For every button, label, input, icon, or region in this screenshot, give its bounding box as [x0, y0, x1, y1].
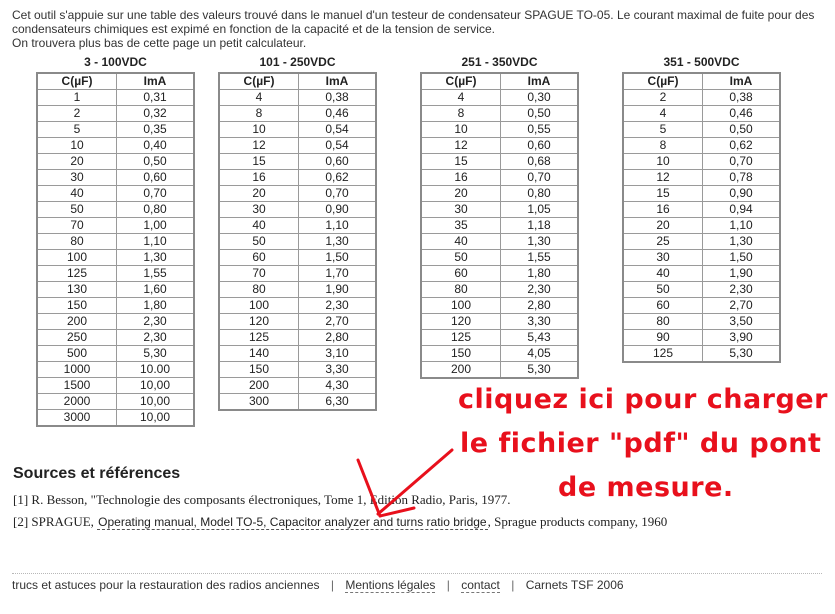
capacity-cell: 15	[219, 154, 299, 170]
table-row	[421, 106, 578, 122]
table-row	[37, 138, 194, 154]
current-cell: 1,05	[501, 202, 579, 218]
values-table	[420, 72, 579, 379]
table-row	[421, 202, 578, 218]
current-cell: 0,70	[703, 154, 781, 170]
capacity-cell: 30	[219, 202, 299, 218]
capacity-cell: 500	[37, 346, 117, 362]
reference-1: [1] R. Besson, "Technologie des composants électroniques, Tome 1, Edition Radio, Paris, 1977.	[13, 492, 511, 507]
table-title: 351 - 500VDC	[663, 55, 740, 69]
table-row	[37, 90, 194, 106]
column-header-capacity: C(µF)	[623, 73, 703, 90]
current-cell: 2,80	[501, 298, 579, 314]
table-row	[219, 154, 376, 170]
pdf-manual-link[interactable]: Operating manual, Model TO-5, Capacitor analyzer and turns ratio bridge	[98, 515, 487, 529]
capacity-cell: 20	[421, 186, 501, 202]
capacity-cell: 12	[219, 138, 299, 154]
table-row	[219, 170, 376, 186]
current-cell: 1,90	[299, 282, 377, 298]
capacity-cell: 10	[219, 122, 299, 138]
table-row	[37, 186, 194, 202]
capacity-cell: 1	[37, 90, 117, 106]
capacity-cell: 70	[219, 266, 299, 282]
current-cell: 1,10	[117, 234, 195, 250]
capacity-cell: 200	[37, 314, 117, 330]
table-row	[623, 266, 780, 282]
current-cell: 3,30	[299, 362, 377, 378]
capacity-cell: 125	[421, 330, 501, 346]
current-cell: 5,30	[703, 346, 781, 363]
capacity-cell: 16	[219, 170, 299, 186]
table-row	[421, 234, 578, 250]
footer-separator: |	[446, 578, 450, 592]
current-cell: 0,68	[501, 154, 579, 170]
current-cell: 0,40	[117, 138, 195, 154]
current-cell: 0,60	[117, 170, 195, 186]
current-cell: 1,60	[117, 282, 195, 298]
column-header-capacity: C(µF)	[421, 73, 501, 90]
capacity-cell: 2	[37, 106, 117, 122]
footer-separator: |	[330, 578, 334, 592]
current-cell: 2,80	[299, 330, 377, 346]
table-row	[421, 346, 578, 362]
current-cell: 1,55	[117, 266, 195, 282]
footer-copyright: Carnets TSF 2006	[525, 578, 624, 592]
current-cell: 3,50	[703, 314, 781, 330]
capacity-cell: 5	[623, 122, 703, 138]
capacity-cell: 30	[37, 170, 117, 186]
table-row	[421, 186, 578, 202]
table-row	[37, 250, 194, 266]
table-row	[421, 90, 578, 106]
current-cell: 1,10	[703, 218, 781, 234]
table-row	[37, 394, 194, 410]
current-cell: 1,55	[501, 250, 579, 266]
table-row	[219, 122, 376, 138]
current-cell: 0,78	[703, 170, 781, 186]
current-cell: 0,30	[501, 90, 579, 106]
capacity-cell: 1500	[37, 378, 117, 394]
current-cell: 1,80	[117, 298, 195, 314]
table-row	[219, 202, 376, 218]
sources-heading: Sources et références	[13, 465, 181, 482]
red-arrow-icon	[340, 440, 460, 530]
current-cell: 0,55	[501, 122, 579, 138]
capacity-cell: 3000	[37, 410, 117, 427]
capacity-cell: 150	[219, 362, 299, 378]
table-row	[421, 362, 578, 379]
table-row	[623, 218, 780, 234]
capacity-cell: 1000	[37, 362, 117, 378]
table-row	[623, 106, 780, 122]
table-row	[421, 250, 578, 266]
capacity-cell: 80	[623, 314, 703, 330]
table-row	[37, 170, 194, 186]
capacity-cell: 40	[219, 218, 299, 234]
table-row	[623, 154, 780, 170]
current-cell: 4,30	[299, 378, 377, 394]
table-row	[623, 314, 780, 330]
footer-divider	[12, 573, 822, 574]
capacity-cell: 15	[421, 154, 501, 170]
table-row	[219, 250, 376, 266]
current-cell: 1,30	[501, 234, 579, 250]
capacity-cell: 120	[219, 314, 299, 330]
capacity-cell: 200	[421, 362, 501, 379]
table-row	[623, 298, 780, 314]
table-row	[623, 346, 780, 363]
current-cell: 0,62	[703, 138, 781, 154]
capacity-cell: 20	[37, 154, 117, 170]
intro-calculator-note: On trouvera plus bas de cette page un petit calculateur.	[12, 36, 307, 50]
current-cell: 0,50	[501, 106, 579, 122]
current-cell: 0,31	[117, 90, 195, 106]
table-row	[623, 90, 780, 106]
capacity-cell: 4	[623, 106, 703, 122]
current-cell: 3,30	[501, 314, 579, 330]
capacity-cell: 80	[219, 282, 299, 298]
capacity-cell: 4	[421, 90, 501, 106]
capacity-cell: 300	[219, 394, 299, 411]
current-cell: 2,70	[299, 314, 377, 330]
current-cell: 0,46	[299, 106, 377, 122]
capacity-cell: 125	[37, 266, 117, 282]
current-cell: 1,80	[501, 266, 579, 282]
current-cell: 4,05	[501, 346, 579, 362]
column-header-capacity: C(µF)	[219, 73, 299, 90]
table-row	[37, 154, 194, 170]
table-row	[37, 346, 194, 362]
capacity-cell: 5	[37, 122, 117, 138]
current-cell: 2,30	[117, 314, 195, 330]
current-cell: 0,50	[703, 122, 781, 138]
table-row	[421, 170, 578, 186]
table-row	[37, 106, 194, 122]
current-cell: 0,60	[501, 138, 579, 154]
current-cell: 10,00	[117, 378, 195, 394]
table-row	[219, 394, 376, 411]
capacity-cell: 50	[421, 250, 501, 266]
footer-site-name: trucs et astuces pour la restauration des radios anciennes	[12, 578, 320, 592]
capacity-cell: 4	[219, 90, 299, 106]
current-cell: 0,70	[299, 186, 377, 202]
table-row	[219, 218, 376, 234]
reference-2-suffix: , Sprague products company, 1960	[487, 514, 668, 529]
table-row	[421, 218, 578, 234]
table-row	[623, 234, 780, 250]
current-cell: 0,70	[501, 170, 579, 186]
capacity-cell: 40	[623, 266, 703, 282]
capacity-cell: 40	[37, 186, 117, 202]
capacity-cell: 12	[623, 170, 703, 186]
current-cell: 0,54	[299, 138, 377, 154]
capacity-cell: 10	[421, 122, 501, 138]
capacity-cell: 8	[623, 138, 703, 154]
table-row	[37, 202, 194, 218]
capacity-cell: 25	[623, 234, 703, 250]
current-cell: 1,90	[703, 266, 781, 282]
current-cell: 0,46	[703, 106, 781, 122]
reference-2-prefix: [2] SPRAGUE,	[13, 514, 94, 529]
table-row	[421, 330, 578, 346]
capacity-cell: 12	[421, 138, 501, 154]
current-cell: 0,80	[117, 202, 195, 218]
current-cell: 0,90	[703, 186, 781, 202]
capacity-cell: 100	[37, 250, 117, 266]
table-row	[219, 90, 376, 106]
annotation-line-2: le fichier "pdf" du pont	[460, 428, 822, 459]
table-row	[37, 314, 194, 330]
table-row	[219, 234, 376, 250]
table-row	[37, 218, 194, 234]
capacity-cell: 50	[219, 234, 299, 250]
current-cell: 0,60	[299, 154, 377, 170]
capacity-cell: 100	[421, 298, 501, 314]
current-cell: 1,70	[299, 266, 377, 282]
capacity-cell: 150	[37, 298, 117, 314]
table-row	[421, 314, 578, 330]
table-row	[37, 410, 194, 427]
current-cell: 2,30	[501, 282, 579, 298]
current-cell: 3,10	[299, 346, 377, 362]
table-row	[623, 170, 780, 186]
current-cell: 0,50	[117, 154, 195, 170]
current-cell: 10,00	[117, 410, 195, 427]
contact-link[interactable]: contact	[461, 578, 500, 592]
current-cell: 5,43	[501, 330, 579, 346]
table-row	[219, 186, 376, 202]
values-table	[36, 72, 195, 427]
current-cell: 5,30	[117, 346, 195, 362]
table-row	[37, 266, 194, 282]
table-row	[421, 122, 578, 138]
capacity-cell: 140	[219, 346, 299, 362]
current-cell: 10,00	[117, 394, 195, 410]
current-cell: 1,30	[299, 234, 377, 250]
capacity-cell: 8	[421, 106, 501, 122]
table-row	[623, 122, 780, 138]
capacity-cell: 150	[421, 346, 501, 362]
current-cell: 0,70	[117, 186, 195, 202]
capacity-cell: 80	[421, 282, 501, 298]
current-cell: 1,50	[299, 250, 377, 266]
table-row	[623, 186, 780, 202]
current-cell: 0,32	[117, 106, 195, 122]
current-cell: 2,70	[703, 298, 781, 314]
current-cell: 0,38	[299, 90, 377, 106]
capacity-cell: 120	[421, 314, 501, 330]
table-row	[219, 298, 376, 314]
values-table	[218, 72, 377, 411]
current-cell: 3,90	[703, 330, 781, 346]
current-cell: 1,18	[501, 218, 579, 234]
current-cell: 1,10	[299, 218, 377, 234]
table-row	[219, 362, 376, 378]
capacity-cell: 16	[623, 202, 703, 218]
intro-paragraph: Cet outil s'appuie sur une table des valeurs trouvé dans le manuel d'un testeur de condensateur SPAGUE TO-05. Le courant maximal de fuite pour des condensateurs chimiques est expimé en fonction de la capacité et de la tension de service.	[12, 8, 815, 36]
capacity-cell: 250	[37, 330, 117, 346]
table-row	[219, 106, 376, 122]
capacity-cell: 80	[37, 234, 117, 250]
table-row	[219, 346, 376, 362]
current-cell: 10.00	[117, 362, 195, 378]
values-table	[622, 72, 781, 363]
capacity-cell: 50	[37, 202, 117, 218]
current-cell: 0,94	[703, 202, 781, 218]
current-cell: 2,30	[299, 298, 377, 314]
capacity-cell: 130	[37, 282, 117, 298]
current-cell: 2,30	[703, 282, 781, 298]
table-row	[623, 282, 780, 298]
intro-text	[12, 8, 827, 50]
table-row	[421, 282, 578, 298]
current-cell: 2,30	[117, 330, 195, 346]
table-row	[421, 138, 578, 154]
capacity-cell: 90	[623, 330, 703, 346]
table-block-101-250	[218, 56, 377, 411]
capacity-cell: 200	[219, 378, 299, 394]
table-row	[421, 266, 578, 282]
capacity-cell: 35	[421, 218, 501, 234]
table-row	[37, 298, 194, 314]
capacity-cell: 100	[219, 298, 299, 314]
table-row	[37, 330, 194, 346]
capacity-cell: 10	[37, 138, 117, 154]
column-header-current: ImA	[501, 73, 579, 90]
table-row	[623, 330, 780, 346]
current-cell: 0,38	[703, 90, 781, 106]
current-cell: 6,30	[299, 394, 377, 411]
current-cell: 1,50	[703, 250, 781, 266]
table-row	[219, 138, 376, 154]
capacity-cell: 40	[421, 234, 501, 250]
current-cell: 0,35	[117, 122, 195, 138]
table-row	[219, 314, 376, 330]
table-block-3-100	[36, 56, 195, 427]
table-row	[421, 298, 578, 314]
capacity-cell: 10	[623, 154, 703, 170]
mentions-legales-link[interactable]: Mentions légales	[345, 578, 436, 592]
table-row	[37, 122, 194, 138]
table-block-251-350	[420, 56, 579, 379]
capacity-cell: 50	[623, 282, 703, 298]
column-header-current: ImA	[299, 73, 377, 90]
table-title: 3 - 100VDC	[84, 55, 147, 69]
table-row	[623, 202, 780, 218]
current-cell: 1,30	[703, 234, 781, 250]
table-row	[37, 282, 194, 298]
table-row	[37, 234, 194, 250]
table-row	[219, 378, 376, 394]
column-header-current: ImA	[703, 73, 781, 90]
current-cell: 0,90	[299, 202, 377, 218]
capacity-cell: 8	[219, 106, 299, 122]
capacity-cell: 30	[623, 250, 703, 266]
current-cell: 5,30	[501, 362, 579, 379]
capacity-cell: 60	[421, 266, 501, 282]
capacity-cell: 70	[37, 218, 117, 234]
capacity-cell: 15	[623, 186, 703, 202]
table-row	[37, 362, 194, 378]
table-row	[623, 250, 780, 266]
table-title: 251 - 350VDC	[461, 55, 538, 69]
capacity-cell: 60	[219, 250, 299, 266]
table-row	[421, 154, 578, 170]
current-cell: 0,80	[501, 186, 579, 202]
table-row	[219, 282, 376, 298]
footer	[12, 578, 624, 592]
table-row	[37, 378, 194, 394]
current-cell: 0,54	[299, 122, 377, 138]
capacity-cell: 2	[623, 90, 703, 106]
capacity-cell: 16	[421, 170, 501, 186]
table-row	[219, 330, 376, 346]
capacity-cell: 60	[623, 298, 703, 314]
annotation-line-3: de mesure.	[558, 472, 734, 503]
capacity-cell: 125	[219, 330, 299, 346]
column-header-current: ImA	[117, 73, 195, 90]
current-cell: 1,30	[117, 250, 195, 266]
column-header-capacity: C(µF)	[37, 73, 117, 90]
capacity-cell: 20	[623, 218, 703, 234]
annotation-line-1: cliquez ici pour charger	[458, 384, 828, 415]
footer-separator: |	[511, 578, 515, 592]
table-row	[219, 266, 376, 282]
current-cell: 0,62	[299, 170, 377, 186]
capacity-cell: 2000	[37, 394, 117, 410]
current-cell: 1,00	[117, 218, 195, 234]
table-title: 101 - 250VDC	[259, 55, 336, 69]
table-block-351-500	[622, 56, 781, 363]
capacity-cell: 30	[421, 202, 501, 218]
table-row	[623, 138, 780, 154]
capacity-cell: 125	[623, 346, 703, 363]
capacity-cell: 20	[219, 186, 299, 202]
